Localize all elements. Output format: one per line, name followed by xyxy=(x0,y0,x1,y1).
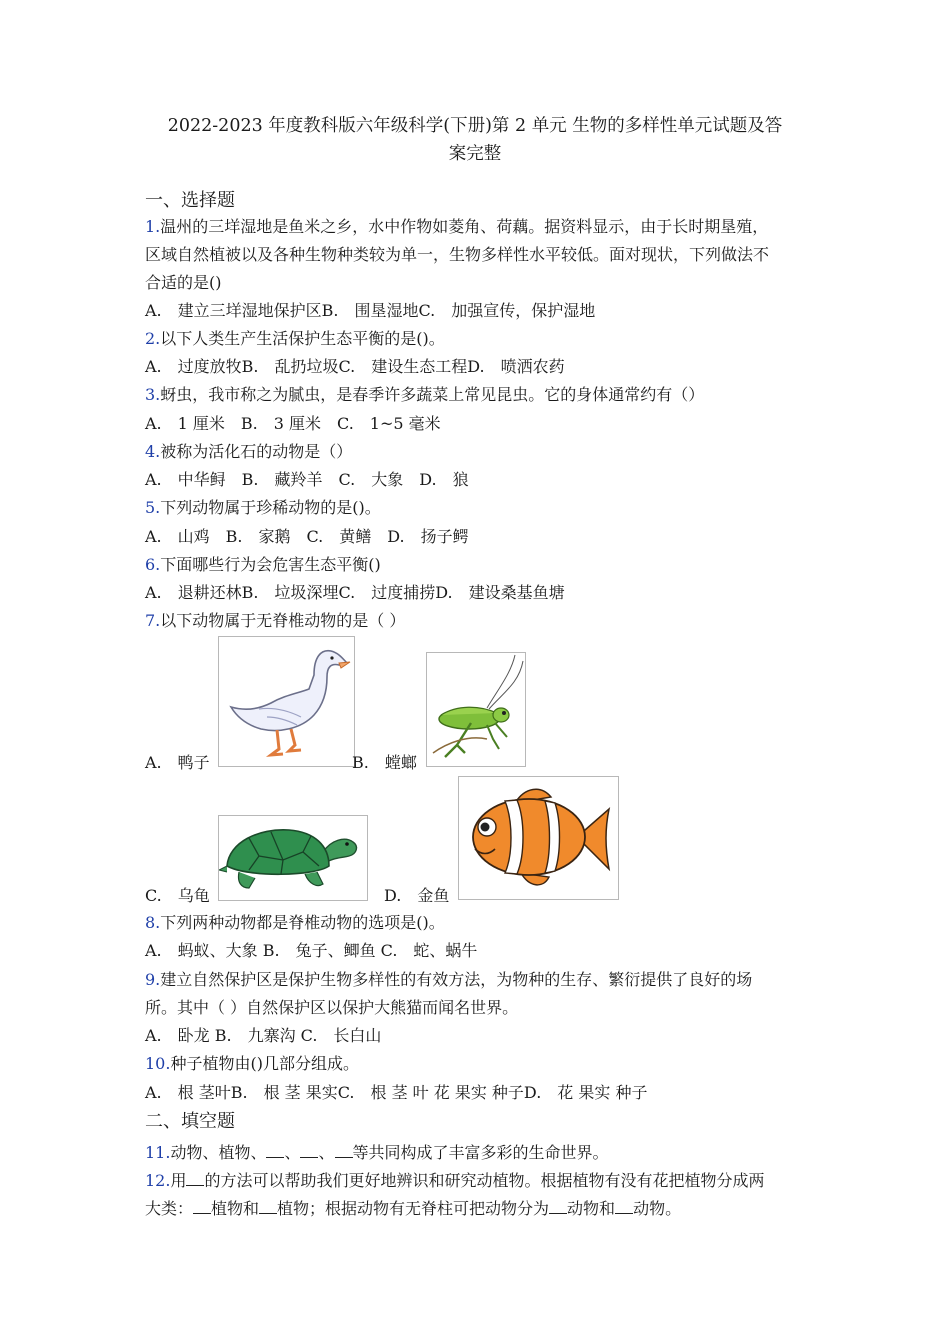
q6-options: A. 退耕还林B. 垃圾深埋C. 过度捕捞D. 建设桑基鱼塘 xyxy=(145,583,565,602)
q11-text-2: 、 xyxy=(284,1143,301,1162)
q10-options: A. 根 茎叶B. 根 茎 果实C. 根 茎 叶 花 果实 种子D. 花 果实 种子 xyxy=(145,1083,648,1102)
q12-number: 12. xyxy=(145,1171,171,1190)
q12-text-2a: 大类： xyxy=(145,1199,194,1218)
goose-image xyxy=(218,636,355,767)
q12-text-2b: 植物和 xyxy=(211,1199,260,1218)
q1-line-3: 合适的是() xyxy=(145,273,222,292)
q12-text-2e: 动物。 xyxy=(633,1199,682,1218)
q1-number: 1. xyxy=(145,217,161,236)
answer-blank[interactable] xyxy=(300,1143,318,1158)
q4-options: A. 中华鲟 B. 藏羚羊 C. 大象 D. 狼 xyxy=(145,470,469,489)
q1-text-1: 温州的三垟湿地是鱼米之乡，水中作物如菱角、荷藕。据资料显示，由于长时期垦殖， xyxy=(160,217,769,236)
q3-number: 3. xyxy=(145,385,161,404)
document-title xyxy=(130,112,820,168)
answer-blank[interactable] xyxy=(335,1143,353,1158)
answer-blank[interactable] xyxy=(186,1171,204,1186)
q6-text: 下面哪些行为会危害生态平衡() xyxy=(160,555,381,574)
q12-line-1 xyxy=(145,1168,764,1191)
q5-number: 5. xyxy=(145,498,161,517)
clownfish-image xyxy=(458,776,619,900)
answer-blank[interactable] xyxy=(259,1199,277,1214)
q9-line-1 xyxy=(145,967,752,990)
q1-line-2: 区域自然植被以及各种生物种类较为单一，生物多样性水平较低。面对现状，下列做法不 xyxy=(145,245,770,264)
q2-text: 以下人类生产生活保护生态平衡的是()。 xyxy=(160,329,445,348)
q9-number: 9. xyxy=(145,970,161,989)
q7-option-a: A. 鸭子 xyxy=(145,753,210,772)
q11-text-3: 、 xyxy=(318,1143,335,1162)
q11-number: 11. xyxy=(145,1143,171,1162)
q2-question xyxy=(145,326,445,349)
q9-text-1: 建立自然保护区是保护生物多样性的有效方法，为物种的生存、繁衍提供了良好的场 xyxy=(160,970,753,989)
title-line-1: 2022-2023 年度教科版六年级科学(下册)第 2 单元 生物的多样性单元试题及答 xyxy=(167,116,783,136)
q5-options: A. 山鸡 B. 家鹅 C. 黄鳝 D. 扬子鳄 xyxy=(145,527,469,546)
q4-text: 被称为活化石的动物是（） xyxy=(160,442,353,461)
q12-text-2d: 动物和 xyxy=(567,1199,616,1218)
answer-blank[interactable] xyxy=(615,1199,633,1214)
q11-text-1: 动物、植物、 xyxy=(170,1143,267,1162)
q12-text-1b: 的方法可以帮助我们更好地辨识和研究动植物。根据植物有没有花把植物分成两 xyxy=(204,1171,765,1190)
section-heading-fill: 二、填空题 xyxy=(145,1111,235,1132)
q12-line-2 xyxy=(145,1196,681,1219)
q3-question xyxy=(145,382,704,405)
q7-number: 7. xyxy=(145,611,161,630)
q6-number: 6. xyxy=(145,555,161,574)
q8-text: 下列两种动物都是脊椎动物的选项是()。 xyxy=(160,913,445,932)
q11-text-4: 等共同构成了丰富多彩的生命世界。 xyxy=(352,1143,609,1162)
q9-line-2: 所。其中（ ）自然保护区以保护大熊猫而闻名世界。 xyxy=(145,998,519,1017)
q7-text: 以下动物属于无脊椎动物的是（ ） xyxy=(160,611,406,630)
q1-options: A. 建立三垟湿地保护区B. 围垦湿地C. 加强宣传，保护湿地 xyxy=(145,301,596,320)
q1-line-1 xyxy=(145,214,768,237)
q7-option-d: D. 金鱼 xyxy=(384,886,450,905)
q8-number: 8. xyxy=(145,913,161,932)
section-heading-choice: 一、选择题 xyxy=(145,190,235,211)
q5-question xyxy=(145,495,381,518)
q8-question xyxy=(145,910,445,933)
q9-options: A. 卧龙 B. 九寨沟 C. 长白山 xyxy=(145,1026,382,1045)
q5-text: 下列动物属于珍稀动物的是()。 xyxy=(160,498,381,517)
q10-number: 10. xyxy=(145,1054,171,1073)
q6-question xyxy=(145,552,381,575)
q2-number: 2. xyxy=(145,329,161,348)
title-line-2: 案完整 xyxy=(448,144,502,164)
q3-options: A. 1 厘米 B. 3 厘米 C. 1~5 毫米 xyxy=(145,414,441,433)
q7-option-b: B. 螳螂 xyxy=(352,753,417,772)
q2-options: A. 过度放牧B. 乱扔垃圾C. 建设生态工程D. 喷洒农药 xyxy=(145,357,565,376)
q8-options: A. 蚂蚁、大象 B. 兔子、鲫鱼 C. 蛇、蜗牛 xyxy=(145,941,478,960)
q3-text: 蚜虫，我市称之为腻虫，是春季许多蔬菜上常见昆虫。它的身体通常约有（） xyxy=(160,385,705,404)
q10-question xyxy=(145,1051,359,1074)
q7-option-c: C. 乌龟 xyxy=(145,886,210,905)
q10-text: 种子植物由()几部分组成。 xyxy=(170,1054,359,1073)
q7-question xyxy=(145,608,405,631)
grasshopper-image xyxy=(426,652,526,767)
q4-number: 4. xyxy=(145,442,161,461)
q12-text-1a: 用 xyxy=(170,1171,187,1190)
answer-blank[interactable] xyxy=(266,1143,284,1158)
q12-text-2c: 植物；根据动物有无脊柱可把动物分为 xyxy=(277,1199,550,1218)
turtle-image xyxy=(218,815,368,901)
q4-question xyxy=(145,439,352,462)
answer-blank[interactable] xyxy=(549,1199,567,1214)
answer-blank[interactable] xyxy=(193,1199,211,1214)
q11-question xyxy=(145,1140,609,1163)
